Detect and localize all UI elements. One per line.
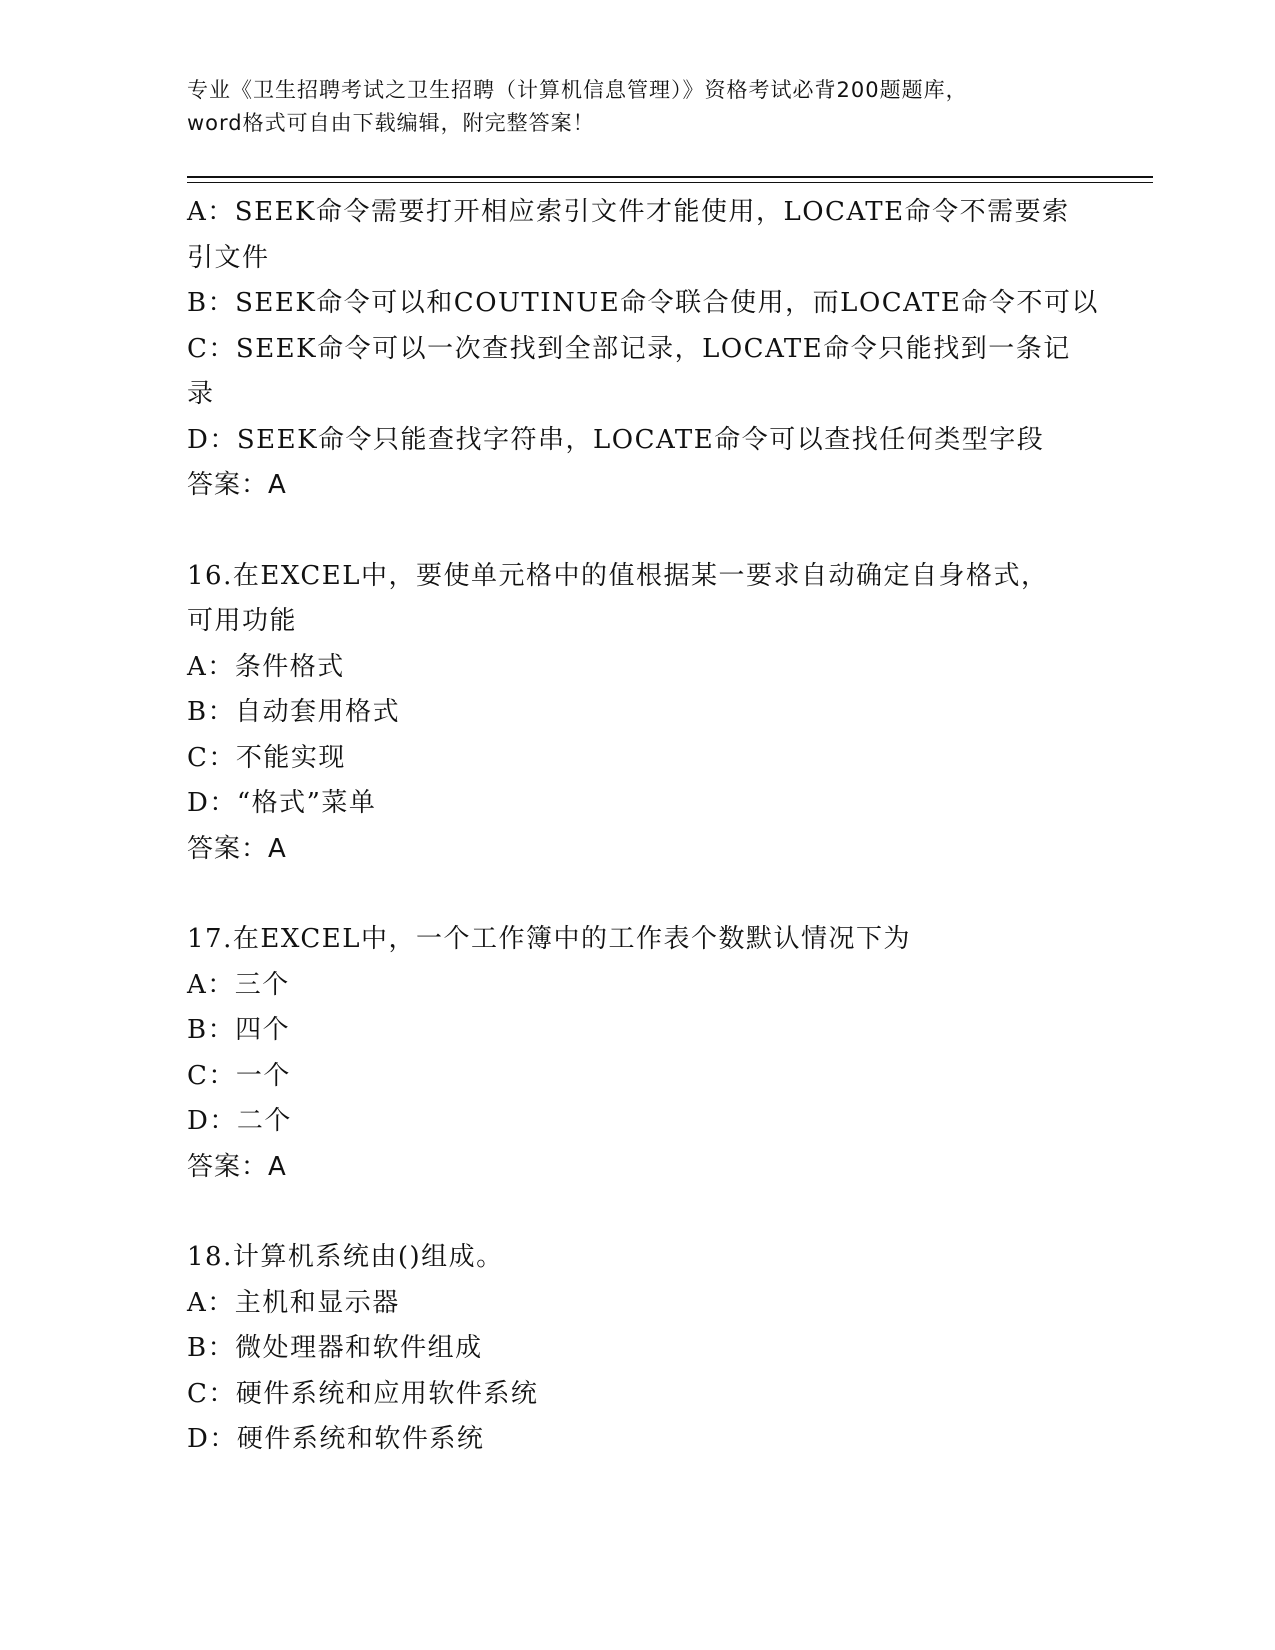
option-c: C：一个 — [187, 1060, 291, 1091]
header-divider-thin — [187, 182, 1153, 183]
option-d: D：硬件系统和软件系统 — [187, 1424, 485, 1454]
question-block-18 — [187, 1235, 1067, 1463]
option-a-line-1: A：SEEK命令需要打开相应索引文件才能使用，LOCATE命令不需要索 — [187, 197, 1070, 227]
option-c-line-2: 录 — [187, 379, 215, 409]
option-b: B：四个 — [187, 1015, 291, 1045]
question-text-line-1: 16.在EXCEL中，要使单元格中的值根据某一要求自动确定自身格式， — [187, 560, 1049, 591]
question-text-line-2: 可用功能 — [187, 606, 298, 636]
answer: 答案：A — [187, 1151, 287, 1182]
option-c: C：硬件系统和应用软件系统 — [187, 1378, 539, 1409]
spacer — [187, 509, 1067, 554]
question-block-15 — [187, 190, 1099, 509]
option-b: B：SEEK命令可以和COUTINUE命令联合使用，而LOCATE命令不可以 — [187, 288, 1099, 318]
answer: 答案：A — [187, 470, 287, 500]
header-divider-thick — [187, 176, 1153, 178]
option-a: A：三个 — [187, 969, 290, 1000]
option-b: B：微处理器和软件组成 — [187, 1333, 483, 1363]
option-b: B：自动套用格式 — [187, 697, 401, 727]
question-content — [187, 190, 1099, 1463]
question-block-16 — [187, 554, 1067, 873]
option-c: C：不能实现 — [187, 742, 346, 773]
question-text: 18.计算机系统由()组成。 — [187, 1242, 504, 1272]
option-a-line-2: 引文件 — [187, 242, 270, 273]
question-text: 17.在EXCEL中，一个工作簿中的工作表个数默认情况下为 — [187, 924, 912, 954]
header-line-1: 专业《卫生招聘考试之卫生招聘（计算机信息管理）》资格考试必背200题题库， — [187, 78, 968, 102]
option-d: D：SEEK命令只能查找字符串，LOCATE命令可以查找任何类型字段 — [187, 424, 1045, 455]
header-line-2: word格式可自由下载编辑，附完整答案！ — [187, 111, 595, 135]
spacer — [187, 872, 1067, 917]
option-d: D：“格式”菜单 — [187, 788, 377, 818]
option-a: A：主机和显示器 — [187, 1287, 400, 1318]
spacer — [187, 1190, 1067, 1235]
answer: 答案：A — [187, 833, 287, 864]
question-block-17 — [187, 917, 1067, 1190]
option-a: A：条件格式 — [187, 651, 345, 682]
option-c-line-1: C：SEEK命令可以一次查找到全部记录，LOCATE命令只能找到一条记 — [187, 333, 1071, 364]
option-d: D：二个 — [187, 1106, 292, 1136]
document-header — [187, 74, 1087, 140]
